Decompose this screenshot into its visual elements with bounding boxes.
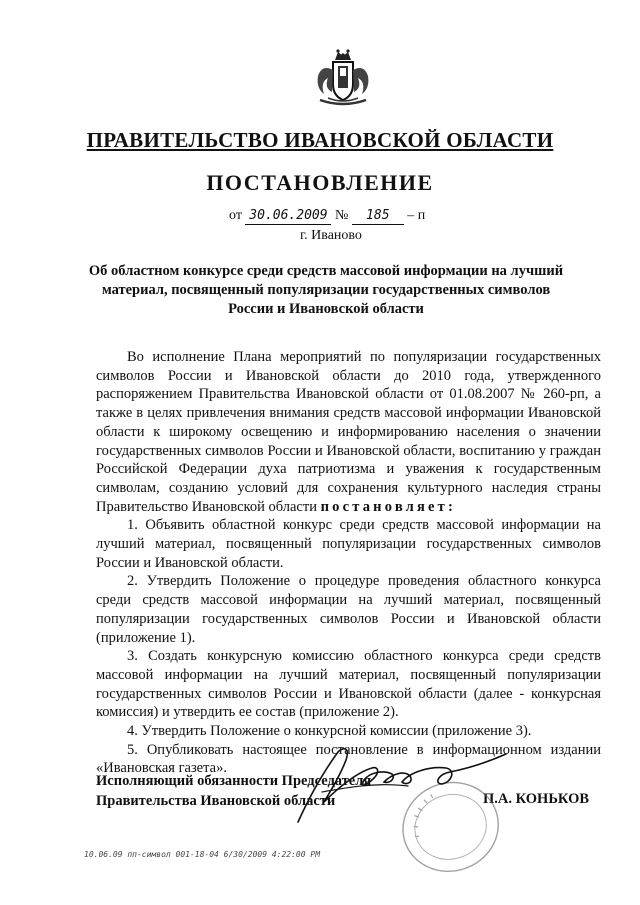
list-item: 5. Опубликовать настоящее постановление в информационном издании «Ивановская газета». — [96, 741, 601, 777]
preamble-text: Во исполнение Плана мероприятий по популяризации государственных символов России и Ивановской области до 2010 года, утвержденного распоряжением Правительства Ивановской области от 01.08.2007 № 260-рп, а также в целях привлечения внимания средств массовой информации Ивановской области к широкому освещению и информированию населения о значении государственных символов России и Ивановской области, воспитанию у граждан Российской Федерации духа патриотизма и уважения к государственным символам, созданию условий для сохранения культурного наследия страны Правительство Ивановской области — [96, 349, 601, 515]
list-item: 2. Утвердить Положение о процедуре проведения областного конкурса среди средств массовой информации на лучший материал, посвященный популяризации государственных символов России и Ивановской области (приложение 1). — [96, 573, 601, 646]
list-item: 3. Создать конкурсную комиссию областного конкурса среди средств массовой информации на лучший материал, посвященный популяризации государственных символов России и Ивановской области (далее - конкурсная комиссия) и утвердить ее состав (приложение 2). — [96, 648, 601, 721]
list-item: 4. Утвердить Положение о конкурсной комиссии (приложение 3). — [127, 723, 532, 740]
city-name: г. Иваново — [300, 228, 362, 243]
date-number-line — [229, 208, 425, 225]
document-body — [96, 348, 601, 778]
signatory-name: П.А. КОНЬКОВ — [483, 791, 590, 807]
document-number: 185 — [352, 208, 404, 225]
position-line-2: Правительства Ивановской области — [96, 793, 336, 809]
preamble-paragraph — [96, 348, 601, 516]
number-suffix: – п — [407, 208, 426, 223]
coat-of-arms-emblem — [312, 42, 374, 112]
position-line-1: Исполняющий обязанности Председателя — [96, 773, 372, 789]
date-prefix: от — [229, 208, 242, 223]
organization-title: ПРАВИТЕЛЬСТВО ИВАНОВСКОЙ ОБЛАСТИ — [86, 128, 554, 152]
document-date: 30.06.2009 — [245, 208, 331, 225]
document-type-title: ПОСТАНОВЛЕНИЕ — [206, 170, 434, 195]
resolves-keyword: постановляет: — [320, 498, 457, 515]
handwritten-signature — [280, 742, 515, 824]
list-item: 1. Объявить областной конкурс среди средств массовой информации на лучший материал, посвященный популяризации государственных символов России и Ивановской области. — [96, 517, 601, 571]
document-subject: Об областном конкурсе среди средств массовой информации на лучший материал, посвященный популяризации государственных символов России и Ивановской области — [88, 263, 564, 317]
number-sign: № — [334, 208, 349, 223]
file-footer: 10.06.09 пп-символ 001-18-04 6/30/2009 4:22:00 PM — [84, 850, 321, 859]
